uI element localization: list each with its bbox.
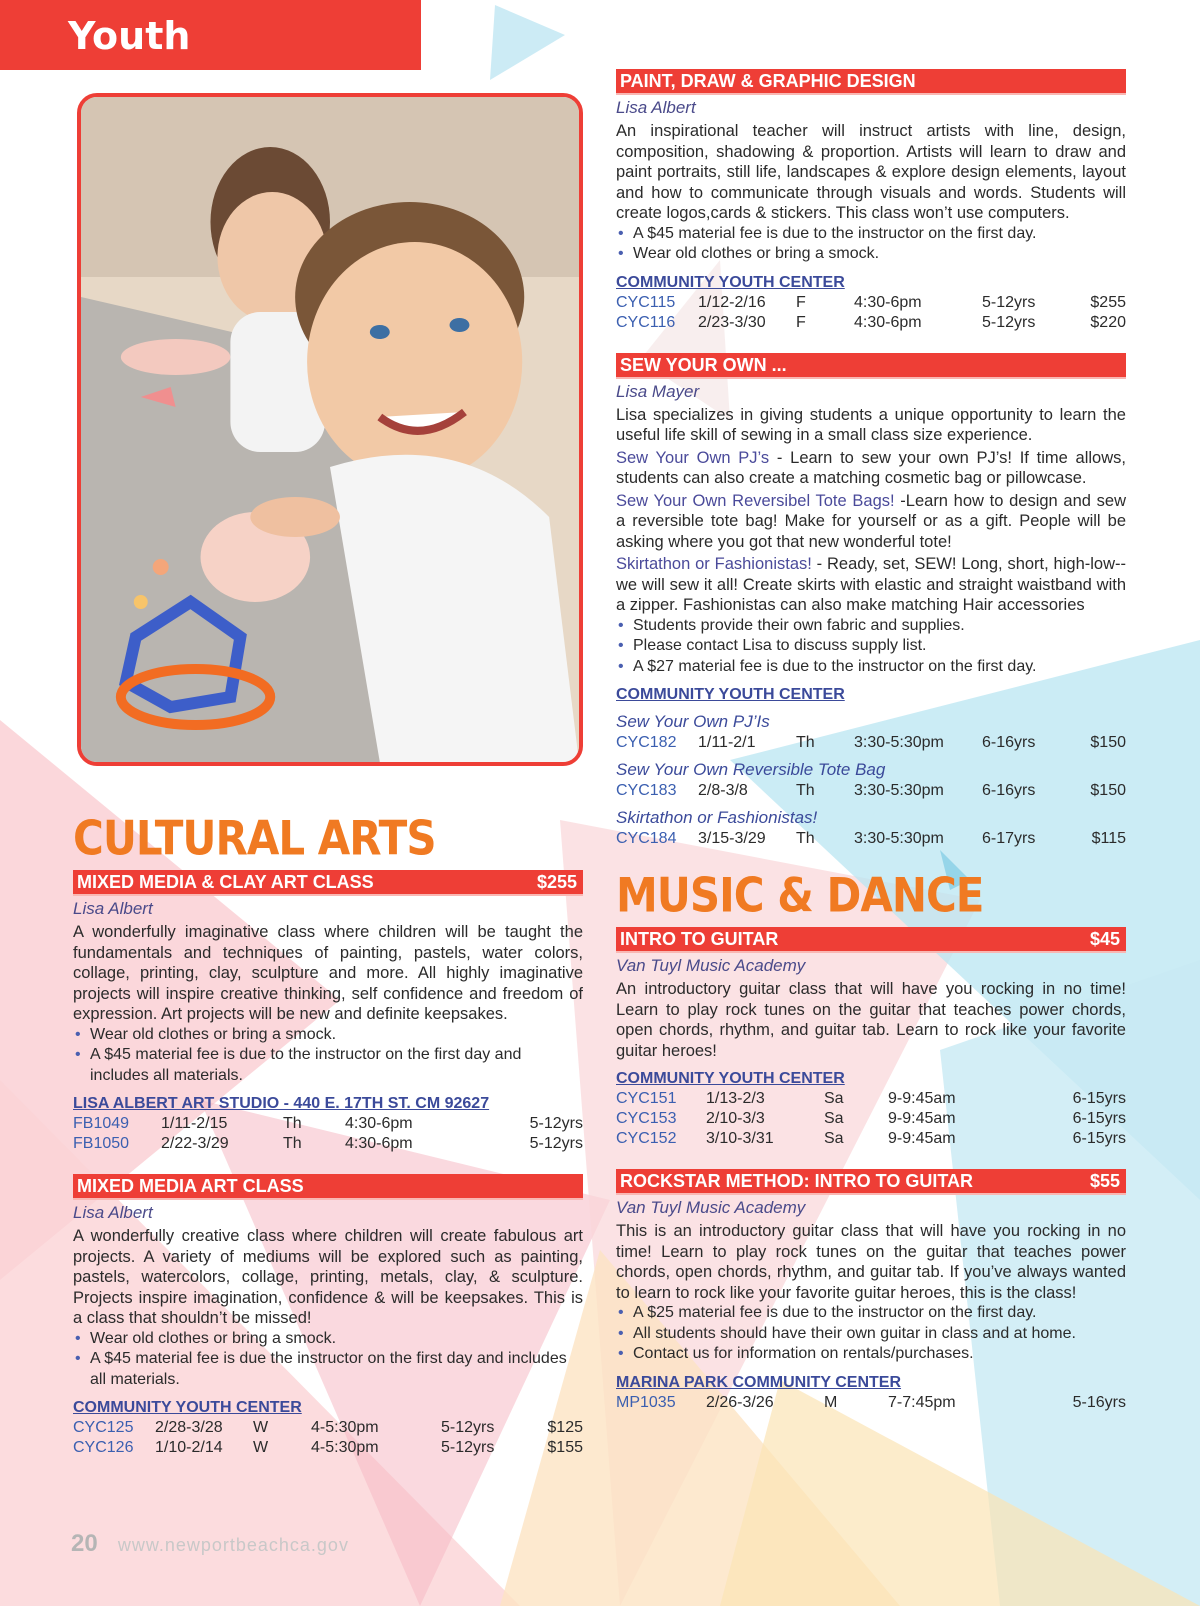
course-code[interactable]: CYC125 xyxy=(73,1419,134,1436)
note-item: • Wear old clothes or bring a smock. xyxy=(73,1329,583,1350)
date-range: 2/26-3/26 xyxy=(706,1393,774,1411)
ages: 5-12yrs xyxy=(441,1419,495,1436)
schedule-table xyxy=(73,1114,583,1154)
schedule-row xyxy=(73,1418,583,1438)
time: 3:30-5:30pm xyxy=(854,830,944,847)
note-item: • A $27 material fee is due to the instructor on the first day. xyxy=(616,657,1126,678)
subclass-name: Sew Your Own PJ’Is xyxy=(616,712,770,731)
class-location[interactable]: COMMUNITY YOUTH CENTER xyxy=(73,1399,302,1416)
schedule-row xyxy=(73,1438,583,1458)
date-range: 1/13-2/3 xyxy=(706,1090,765,1107)
class-notes xyxy=(73,1329,583,1391)
option-text: -Learn how to design and sew a reversible tote bag! Make for yourself or as a gift. People will be asking where you got that new wonderful tote! xyxy=(616,491,1126,551)
schedule-row xyxy=(73,1114,583,1134)
time: 4:30-6pm xyxy=(854,313,922,331)
class-description: An inspirational teacher will instruct artists with line, design, composition, shadowing & proportion. Artists will learn to draw and paint portraits, still life, landscapes & explore design elements, layout and how to communicate through visuals and words. Students will create logos,cards & stickers. This class won’t use computers. xyxy=(616,122,1126,222)
fee: $125 xyxy=(547,1419,583,1436)
page-number: 20 xyxy=(71,1530,98,1557)
schedule-row xyxy=(616,781,1126,801)
schedule-row xyxy=(616,1089,1126,1109)
schedule-row xyxy=(616,313,1126,333)
class-description: Lisa specializes in giving students a unique opportunity to learn the useful life skill of sewing in a small class size experience. xyxy=(616,405,1126,444)
time: 4:30-6pm xyxy=(854,293,922,311)
date-range: 2/8-3/8 xyxy=(698,782,748,799)
fee: $150 xyxy=(1090,734,1126,751)
ages: 5-12yrs xyxy=(982,293,1036,311)
schedule-table xyxy=(616,781,1126,801)
sew-option-pjs xyxy=(616,448,1126,489)
time: 4-5:30pm xyxy=(311,1439,379,1456)
instructor-name: Lisa Albert xyxy=(73,899,153,918)
time: 4:30-6pm xyxy=(345,1135,413,1152)
date-range: 1/11-2/15 xyxy=(161,1115,228,1132)
subclass-name: Skirtathon or Fashionistas! xyxy=(616,808,818,827)
ages: 6-16yrs xyxy=(982,734,1036,751)
date-range: 2/22-3/29 xyxy=(161,1135,229,1152)
class-notes xyxy=(616,224,1126,265)
note-item: • A $45 material fee is due the instructor on the first day and includes all materials. xyxy=(73,1349,583,1390)
time: 4:30-6pm xyxy=(345,1115,413,1132)
course-code[interactable]: MP1035 xyxy=(616,1393,676,1411)
class-paint-draw xyxy=(616,69,1126,333)
time: 3:30-5:30pm xyxy=(854,734,944,751)
day: W xyxy=(253,1439,269,1456)
note-item: • Please contact Lisa to discuss supply list. xyxy=(616,636,1126,657)
time: 9-9:45am xyxy=(888,1110,956,1127)
class-location[interactable]: COMMUNITY YOUTH CENTER xyxy=(616,273,845,291)
sew-option-tote xyxy=(616,491,1126,553)
option-text: - Ready, set, SEW! Long, short, high-low-- we will sew it all! Create skirts with elastic and straight waistband with a zipper. Fashionistas can also make matching Hair accessories xyxy=(616,555,1126,614)
class-title: INTRO TO GUITAR xyxy=(620,929,779,949)
class-title: SEW YOUR OWN ... xyxy=(620,354,787,375)
option-name: Sew Your Own PJ’s xyxy=(616,448,770,467)
option-text: - Learn to sew your own PJ’s! If time allows, students can also create a matching cosmetic bag or pillowcase. xyxy=(616,448,1126,487)
category-heading-music-dance: MUSIC & DANCE xyxy=(616,867,984,923)
class-title: ROCKSTAR METHOD: INTRO TO GUITAR xyxy=(620,1171,973,1191)
class-intro-guitar xyxy=(616,927,1126,1149)
date-range: 2/28-3/28 xyxy=(155,1419,223,1436)
schedule-row xyxy=(616,829,1126,849)
option-name: Skirtathon or Fashionistas! xyxy=(616,555,812,573)
note-item: • A $45 material fee is due to the instructor on the first day and includes all materials. xyxy=(73,1045,583,1086)
class-title-bar xyxy=(616,1169,1126,1195)
note-item: • Wear old clothes or bring a smock. xyxy=(73,1025,583,1046)
course-code[interactable]: CYC126 xyxy=(73,1439,134,1456)
time: 9-9:45am xyxy=(888,1130,956,1147)
ages: 5-12yrs xyxy=(441,1439,495,1456)
time: 3:30-5:30pm xyxy=(854,782,944,799)
fee: $220 xyxy=(1090,313,1126,331)
instructor-name: Van Tuyl Music Academy xyxy=(616,956,806,975)
day: F xyxy=(796,313,806,331)
class-notes xyxy=(616,1303,1126,1365)
day: Sa xyxy=(824,1090,844,1107)
day: Th xyxy=(796,734,815,751)
class-location[interactable]: LISA ALBERT ART STUDIO - 440 E. 17TH ST. CM 92627 xyxy=(73,1095,490,1112)
class-mixed-media-clay xyxy=(73,870,583,1154)
schedule-row xyxy=(616,733,1126,753)
class-price: $55 xyxy=(1089,1171,1120,1191)
ages: 5-12yrs xyxy=(529,1115,583,1132)
class-sew-your-own xyxy=(616,353,1126,850)
ages: 5-16yrs xyxy=(1072,1393,1126,1411)
date-range: 1/11-2/1 xyxy=(698,734,756,751)
note-item: • A $45 material fee is due to the instructor on the first day. xyxy=(616,224,1126,245)
instructor-name: Van Tuyl Music Academy xyxy=(616,1198,806,1217)
date-range: 2/10-3/3 xyxy=(706,1110,765,1127)
note-item: • A $25 material fee is due to the instructor on the first day. xyxy=(616,1303,1126,1324)
course-code[interactable]: CYC153 xyxy=(616,1110,677,1127)
schedule-row xyxy=(616,1129,1126,1149)
website-link[interactable]: www.newportbeachca.gov xyxy=(117,1535,349,1555)
day: Th xyxy=(283,1115,302,1132)
schedule-row xyxy=(616,293,1126,313)
date-range: 3/15-3/29 xyxy=(698,830,766,847)
day: Th xyxy=(796,782,815,799)
left-column xyxy=(73,812,583,1478)
class-price: $255 xyxy=(536,872,577,892)
class-location[interactable]: COMMUNITY YOUTH CENTER xyxy=(616,686,845,703)
right-column xyxy=(616,69,1126,1433)
course-code[interactable]: FB1049 xyxy=(73,1115,130,1132)
time: 9-9:45am xyxy=(888,1090,956,1107)
note-item: • All students should have their own guitar in class and at home. xyxy=(616,1324,1126,1345)
ages: 5-12yrs xyxy=(529,1135,583,1152)
class-title: PAINT, DRAW & GRAPHIC DESIGN xyxy=(620,71,916,91)
ages: 6-15yrs xyxy=(1072,1130,1126,1147)
date-range: 1/10-2/14 xyxy=(155,1439,223,1456)
class-price: $45 xyxy=(1089,929,1120,949)
class-description: An introductory guitar class that will have you rocking in no time! Learn to play rock tunes on the guitar that teaches power chords, open chords, rhythm, and guitar tab. Learn to rock like your favorite guitar heroes! xyxy=(616,980,1126,1060)
note-item: • Contact us for information on rentals/purchases. xyxy=(616,1344,1126,1365)
page-footer xyxy=(71,1530,349,1558)
day: M xyxy=(824,1393,838,1411)
schedule-row xyxy=(73,1134,583,1154)
date-range: 2/23-3/30 xyxy=(698,313,766,331)
ages: 5-12yrs xyxy=(982,313,1036,331)
class-title-bar xyxy=(616,69,1126,95)
note-item: • Students provide their own fabric and supplies. xyxy=(616,616,1126,637)
day: Th xyxy=(796,830,815,847)
course-code[interactable]: CYC151 xyxy=(616,1090,677,1107)
class-title-bar xyxy=(616,353,1126,379)
schedule-row xyxy=(616,1109,1126,1129)
course-code[interactable]: CYC183 xyxy=(616,782,677,799)
class-title-bar xyxy=(73,870,583,896)
fee: $150 xyxy=(1090,782,1126,799)
category-heading-cultural-arts: CULTURAL ARTS xyxy=(73,810,436,866)
schedule-table xyxy=(73,1418,583,1458)
day: Th xyxy=(283,1135,302,1152)
class-mixed-media-art xyxy=(73,1174,583,1458)
section-title: Youth xyxy=(68,14,191,58)
class-photo xyxy=(77,93,583,766)
ages: 6-16yrs xyxy=(982,782,1036,799)
course-code[interactable]: CYC184 xyxy=(616,830,677,847)
class-description: This is an introductory guitar class that will have you rocking in no time! Learn to play rock tunes on the guitar that teaches power chords, open chords, rhythm, and guitar tab. If you’ve always wanted to learn to rock like your favorite guitar heroes, this is the class! xyxy=(616,1222,1126,1302)
day: F xyxy=(796,293,806,311)
course-code[interactable]: CYC115 xyxy=(616,293,676,311)
course-code[interactable]: CYC182 xyxy=(616,734,677,751)
class-title-bar xyxy=(73,1174,583,1200)
option-name: Sew Your Own Reversibel Tote Bags! xyxy=(616,491,895,510)
day: W xyxy=(253,1419,269,1436)
time: 7-7:45pm xyxy=(888,1393,956,1411)
day: Sa xyxy=(824,1110,844,1127)
sew-option-skirts xyxy=(616,554,1126,616)
fee: $115 xyxy=(1091,830,1126,847)
class-rockstar-guitar xyxy=(616,1169,1126,1413)
class-title-bar xyxy=(616,927,1126,953)
time: 4-5:30pm xyxy=(311,1419,379,1436)
schedule-table xyxy=(616,1089,1126,1149)
class-description: A wonderfully imaginative class where children will be taught the fundamentals and techniques of painting, pastels, water colors, collage, printing, clay, sculpture and more. All highly imaginative projects will inspire creative thinking, self confidence and freedom of expression. Art projects will be new and definite keepsakes. xyxy=(73,923,583,1023)
schedule-table xyxy=(616,293,1126,333)
instructor-name: Lisa Albert xyxy=(616,98,696,117)
class-notes xyxy=(616,616,1126,678)
schedule-table xyxy=(616,733,1126,753)
ages: 6-15yrs xyxy=(1072,1090,1126,1107)
day: Sa xyxy=(824,1130,844,1147)
fee: $255 xyxy=(1090,293,1126,311)
child-clay-illustration xyxy=(81,97,579,762)
instructor-name: Lisa Albert xyxy=(73,1203,153,1222)
course-code[interactable]: CYC116 xyxy=(616,313,676,331)
schedule-table xyxy=(616,829,1126,849)
class-notes xyxy=(73,1025,583,1087)
class-title: MIXED MEDIA ART CLASS xyxy=(77,1176,304,1196)
section-tab xyxy=(0,0,421,70)
class-location[interactable]: MARINA PARK COMMUNITY CENTER xyxy=(616,1373,902,1391)
class-location[interactable]: COMMUNITY YOUTH CENTER xyxy=(616,1070,845,1087)
ages: 6-17yrs xyxy=(982,830,1036,847)
subclass-name: Sew Your Own Reversible Tote Bag xyxy=(616,760,886,779)
course-code[interactable]: CYC152 xyxy=(616,1130,677,1147)
date-range: 3/10-3/31 xyxy=(706,1130,774,1147)
schedule-table xyxy=(616,1393,1126,1413)
ages: 6-15yrs xyxy=(1072,1110,1126,1127)
class-title: MIXED MEDIA & CLAY ART CLASS xyxy=(77,872,374,892)
fee: $155 xyxy=(547,1439,583,1456)
note-item: • Wear old clothes or bring a smock. xyxy=(616,244,1126,265)
date-range: 1/12-2/16 xyxy=(698,293,766,311)
course-code[interactable]: FB1050 xyxy=(73,1135,130,1152)
instructor-name: Lisa Mayer xyxy=(616,381,700,401)
schedule-row xyxy=(616,1393,1126,1413)
class-description: A wonderfully creative class where children will create fabulous art projects. A variety of mediums will be explored such as painting, pastels, watercolors, collage, printing, metals, clay, & sculpture. Projects inspire imagination, confidence & will be keepsakes. This is a class that shouldn’t be missed! xyxy=(73,1227,583,1327)
